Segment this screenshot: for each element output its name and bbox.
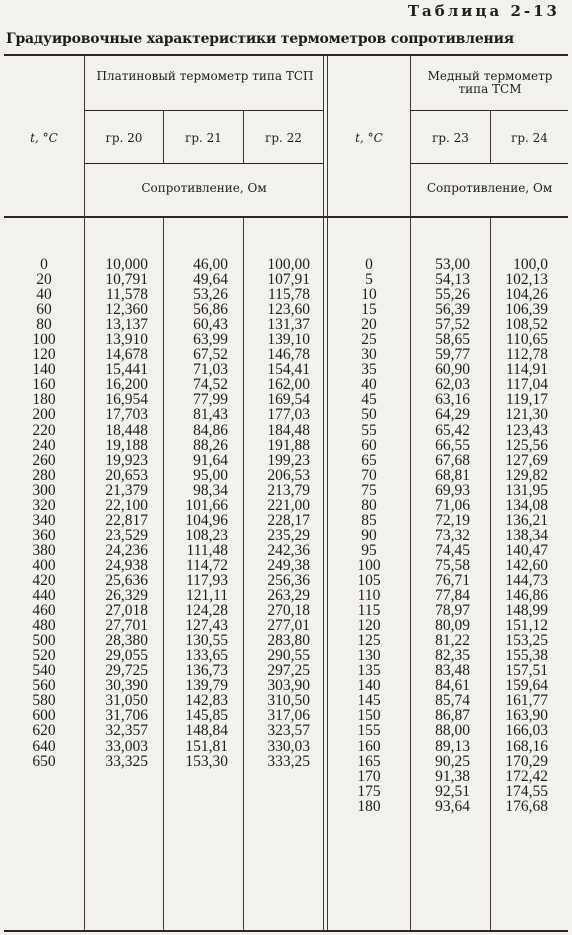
cell-t-copper-30: 150 (357, 707, 381, 725)
cell-gr23-18: 73,32 (435, 526, 470, 544)
cell-gr24-10: 121,30 (505, 406, 548, 424)
cell-gr24-33: 170,29 (505, 752, 548, 770)
cell-t-copper-29: 145 (357, 692, 381, 710)
cell-gr24-24: 151,12 (505, 617, 548, 635)
bottom-rule (4, 930, 568, 932)
cell-gr21-33: 153,30 (185, 752, 228, 770)
cell-t-copper-18: 90 (361, 526, 377, 544)
cell-gr21-1: 49,64 (193, 271, 228, 289)
cell-gr22-20: 249,38 (267, 556, 310, 574)
cell-gr21-22: 121,11 (185, 587, 228, 605)
cell-gr23-7: 60,90 (435, 361, 470, 379)
cell-gr23-30: 86,87 (435, 707, 470, 725)
cell-gr23-2: 55,26 (435, 286, 470, 304)
cell-gr22-22: 263,29 (267, 587, 310, 605)
cell-gr23-32: 89,13 (435, 737, 470, 755)
cell-gr23-36: 93,64 (435, 797, 470, 815)
cell-gr23-27: 83,48 (435, 662, 470, 680)
header-rule-group-left (84, 110, 324, 111)
cell-gr24-23: 148,99 (505, 602, 548, 620)
cell-gr24-1: 102,13 (505, 271, 548, 289)
cell-t-copper-9: 45 (361, 391, 377, 409)
cell-gr23-17: 72,19 (435, 511, 470, 529)
cell-gr24-15: 131,95 (505, 481, 548, 499)
cell-gr24-12: 125,56 (505, 436, 548, 454)
resistance-right-header: Сопротивление, Ом (426, 181, 553, 195)
cell-t-copper-10: 50 (361, 406, 377, 424)
column-t-copper (328, 257, 410, 814)
cell-t-copper-24: 120 (357, 617, 381, 635)
cell-gr21-11: 84,86 (193, 421, 228, 439)
cell-gr22-14: 206,53 (267, 466, 310, 484)
gr20-header: гр. 20 (105, 131, 143, 145)
cell-t-platinum-28: 560 (32, 677, 56, 695)
column-gr20 (90, 257, 148, 769)
cell-t-copper-25: 125 (357, 632, 381, 650)
cell-gr24-18: 138,34 (505, 526, 548, 544)
cell-gr23-15: 69,93 (435, 481, 470, 499)
cell-gr22-7: 154,41 (267, 361, 310, 379)
cell-gr21-29: 142,83 (185, 692, 228, 710)
cell-gr21-5: 63,99 (193, 331, 228, 349)
top-rule (4, 54, 568, 56)
t-left-header: t, °C (30, 131, 58, 145)
cell-gr22-30: 317,06 (267, 707, 310, 725)
cell-t-copper-3: 15 (361, 301, 377, 319)
cell-t-platinum-20: 400 (32, 556, 56, 574)
cell-t-platinum-32: 640 (32, 737, 56, 755)
cell-gr23-31: 88,00 (435, 722, 470, 740)
cell-gr23-29: 85,74 (435, 692, 470, 710)
cell-t-copper-1: 5 (365, 271, 373, 289)
cell-gr23-10: 64,29 (435, 406, 470, 424)
cell-gr21-25: 130,55 (185, 632, 228, 650)
cell-gr22-5: 139,10 (267, 331, 310, 349)
cell-gr20-23: 27,018 (105, 602, 148, 620)
cell-gr20-33: 33,325 (105, 752, 148, 770)
cell-t-platinum-7: 140 (32, 361, 56, 379)
cell-gr24-25: 153,25 (505, 632, 548, 650)
cell-gr23-25: 81,22 (435, 632, 470, 650)
cell-t-platinum-25: 500 (32, 632, 56, 650)
cell-gr22-11: 184,48 (267, 421, 310, 439)
cell-t-platinum-31: 620 (32, 722, 56, 740)
cell-gr21-30: 145,85 (185, 707, 228, 725)
cell-gr23-11: 65,42 (435, 421, 470, 439)
column-gr22 (250, 257, 310, 769)
cell-gr20-5: 13,910 (105, 331, 148, 349)
cell-gr21-3: 56,86 (193, 301, 228, 319)
cell-t-copper-0: 0 (365, 256, 373, 273)
cell-gr24-0: 100,0 (513, 256, 548, 273)
cell-gr24-32: 168,16 (505, 737, 548, 755)
cell-t-platinum-8: 160 (32, 376, 56, 394)
cell-gr24-5: 110,65 (505, 331, 548, 349)
cell-gr21-18: 108,23 (185, 526, 228, 544)
cell-gr24-31: 166,03 (505, 722, 548, 740)
cell-gr22-6: 146,78 (267, 346, 310, 364)
cell-gr21-7: 71,03 (193, 361, 228, 379)
cell-gr21-16: 101,66 (185, 496, 228, 514)
cell-gr20-26: 29,055 (105, 647, 148, 665)
cell-gr20-0: 10,000 (105, 256, 148, 273)
cell-gr24-3: 106,39 (505, 301, 548, 319)
cell-gr23-12: 66,55 (435, 436, 470, 454)
cell-gr22-23: 270,18 (267, 602, 310, 620)
cell-gr23-5: 58,65 (435, 331, 470, 349)
cell-t-platinum-1: 20 (36, 271, 52, 289)
cell-gr22-26: 290,55 (267, 647, 310, 665)
cell-gr21-28: 139,79 (185, 677, 228, 695)
cell-gr24-14: 129,82 (505, 466, 548, 484)
cell-t-platinum-0: 0 (40, 256, 48, 273)
cell-gr20-10: 17,703 (105, 406, 148, 424)
cell-t-platinum-24: 480 (32, 617, 56, 635)
cell-t-platinum-12: 240 (32, 436, 56, 454)
cell-t-copper-23: 115 (357, 602, 381, 620)
column-gr21 (170, 257, 228, 769)
gr24-header: гр. 24 (511, 131, 548, 145)
copper-group-header: Медный термометр типа ТСМ (427, 69, 553, 96)
cell-gr23-14: 68,81 (435, 466, 470, 484)
cell-gr20-16: 22,100 (105, 496, 148, 514)
cell-gr24-7: 114,91 (505, 361, 548, 379)
cell-t-copper-17: 85 (361, 511, 377, 529)
cell-gr21-21: 117,93 (185, 571, 228, 589)
cell-gr20-14: 20,653 (105, 466, 148, 484)
header-bottom-rule (4, 216, 568, 218)
cell-t-platinum-19: 380 (32, 541, 56, 559)
cell-gr21-10: 81,43 (193, 406, 228, 424)
cell-gr23-34: 91,38 (435, 767, 470, 785)
cell-gr23-8: 62,03 (435, 376, 470, 394)
cell-gr24-2: 104,26 (505, 286, 548, 304)
cell-t-copper-6: 30 (361, 346, 377, 364)
t-right-header: t, °C (355, 131, 383, 145)
cell-gr20-13: 19,923 (105, 451, 148, 469)
cell-gr23-24: 80,09 (435, 617, 470, 635)
cell-gr22-33: 333,25 (267, 752, 310, 770)
cell-gr24-6: 112,78 (505, 346, 548, 364)
cell-t-platinum-4: 80 (36, 316, 52, 334)
cell-gr23-22: 77,84 (435, 587, 470, 605)
cell-gr21-2: 53,26 (193, 286, 228, 304)
cell-gr20-1: 10,791 (105, 271, 148, 289)
cell-t-copper-4: 20 (361, 316, 377, 334)
cell-gr24-34: 172,42 (505, 767, 548, 785)
cell-t-copper-22: 110 (357, 587, 381, 605)
cell-gr20-11: 18,448 (105, 421, 148, 439)
header-rule-groups-left (84, 163, 324, 164)
cell-t-platinum-33: 650 (32, 752, 56, 770)
cell-gr24-21: 144,73 (505, 571, 548, 589)
cell-gr24-17: 136,21 (505, 511, 548, 529)
cell-t-copper-20: 100 (357, 556, 381, 574)
cell-t-platinum-23: 460 (32, 602, 56, 620)
cell-gr24-16: 134,08 (505, 496, 548, 514)
cell-gr22-12: 191,88 (267, 436, 310, 454)
cell-gr23-4: 57,52 (435, 316, 470, 334)
platinum-group-header: Платиновый термометр типа ТСП (96, 69, 314, 83)
cell-gr24-35: 174,55 (505, 782, 548, 800)
cell-t-copper-28: 140 (357, 677, 381, 695)
cell-gr23-9: 63,16 (435, 391, 470, 409)
cell-t-platinum-13: 260 (32, 451, 56, 469)
cell-gr24-27: 157,51 (505, 662, 548, 680)
cell-gr22-18: 235,29 (267, 526, 310, 544)
cell-t-copper-27: 135 (357, 662, 381, 680)
cell-gr21-24: 127,43 (185, 617, 228, 635)
cell-gr22-10: 177,03 (267, 406, 310, 424)
cell-t-platinum-14: 280 (32, 466, 56, 484)
cell-t-copper-2: 10 (361, 286, 377, 304)
cell-t-platinum-3: 60 (36, 301, 52, 319)
cell-gr20-4: 13,137 (105, 316, 148, 334)
gr22-header: гр. 22 (265, 131, 302, 145)
cell-gr23-19: 74,45 (435, 541, 470, 559)
cell-gr24-8: 117,04 (505, 376, 548, 394)
cell-gr22-29: 310,50 (267, 692, 310, 710)
cell-gr24-20: 142,60 (505, 556, 548, 574)
cell-gr22-25: 283,80 (267, 632, 310, 650)
cell-gr24-4: 108,52 (505, 316, 548, 334)
cell-gr21-0: 46,00 (193, 256, 228, 273)
cell-t-copper-14: 70 (361, 466, 377, 484)
cell-gr21-14: 95,00 (193, 466, 228, 484)
cell-gr22-8: 162,00 (267, 376, 310, 394)
cell-t-copper-13: 65 (361, 451, 377, 469)
cell-t-copper-31: 155 (357, 722, 381, 740)
cell-gr22-27: 297,25 (267, 662, 310, 680)
cell-t-copper-11: 55 (361, 421, 377, 439)
divider-gr21-gr22-body (243, 218, 244, 930)
cell-t-platinum-22: 440 (32, 587, 56, 605)
cell-gr21-8: 74,52 (193, 376, 228, 394)
cell-t-copper-34: 170 (357, 767, 381, 785)
cell-t-copper-35: 175 (357, 782, 381, 800)
cell-gr20-20: 24,938 (105, 556, 148, 574)
cell-gr23-33: 90,25 (435, 752, 470, 770)
cell-gr24-30: 163,90 (505, 707, 548, 725)
cell-gr22-19: 242,36 (267, 541, 310, 559)
cell-gr21-32: 151,81 (185, 737, 228, 755)
cell-gr20-12: 19,188 (105, 436, 148, 454)
cell-gr21-23: 124,28 (185, 602, 228, 620)
cell-gr24-9: 119,17 (505, 391, 548, 409)
cell-gr21-4: 60,43 (193, 316, 228, 334)
cell-t-platinum-18: 360 (32, 526, 56, 544)
cell-gr22-13: 199,23 (267, 451, 310, 469)
cell-t-platinum-10: 200 (32, 406, 56, 424)
cell-gr20-25: 28,380 (105, 632, 148, 650)
cell-gr22-2: 115,78 (267, 286, 310, 304)
cell-t-platinum-21: 420 (32, 571, 56, 589)
cell-gr23-3: 56,39 (435, 301, 470, 319)
cell-gr20-17: 22,817 (105, 511, 148, 529)
cell-gr21-12: 88,26 (193, 436, 228, 454)
cell-t-platinum-30: 600 (32, 707, 56, 725)
cell-t-platinum-2: 40 (36, 286, 52, 304)
cell-t-platinum-5: 100 (32, 331, 56, 349)
cell-gr21-6: 67,52 (193, 346, 228, 364)
cell-gr20-21: 25,636 (105, 571, 148, 589)
cell-gr20-2: 11,578 (105, 286, 148, 304)
cell-gr20-18: 23,529 (105, 526, 148, 544)
cell-t-platinum-27: 540 (32, 662, 56, 680)
cell-gr24-26: 155,38 (505, 647, 548, 665)
cell-t-copper-26: 130 (357, 647, 381, 665)
cell-gr20-3: 12,360 (105, 301, 148, 319)
cell-gr22-24: 277,01 (267, 617, 310, 635)
cell-t-platinum-11: 220 (32, 421, 56, 439)
cell-gr21-27: 136,73 (185, 662, 228, 680)
cell-gr20-24: 27,701 (105, 617, 148, 635)
cell-gr22-16: 221,00 (267, 496, 310, 514)
cell-t-copper-36: 180 (357, 797, 381, 815)
cell-gr20-7: 15,441 (105, 361, 148, 379)
cell-gr22-21: 256,36 (267, 571, 310, 589)
cell-gr21-17: 104,96 (185, 511, 228, 529)
cell-gr20-19: 24,236 (105, 541, 148, 559)
cell-gr24-29: 161,77 (505, 692, 548, 710)
cell-gr22-3: 123,60 (267, 301, 310, 319)
cell-gr22-31: 323,57 (267, 722, 310, 740)
divider-gr20-gr21-body (163, 218, 164, 930)
cell-t-copper-21: 105 (357, 571, 381, 589)
cell-gr23-35: 92,51 (435, 782, 470, 800)
cell-t-platinum-16: 320 (32, 496, 56, 514)
cell-t-platinum-26: 520 (32, 647, 56, 665)
cell-gr21-19: 111,48 (186, 541, 228, 559)
cell-gr22-28: 303,90 (267, 677, 310, 695)
cell-gr24-13: 127,69 (505, 451, 548, 469)
table-number: Таблица 2-13 (407, 2, 560, 20)
gr21-header: гр. 21 (185, 131, 222, 145)
cell-t-platinum-17: 340 (32, 511, 56, 529)
cell-gr23-23: 78,97 (435, 602, 470, 620)
cell-gr21-31: 148,84 (185, 722, 228, 740)
column-gr23 (415, 257, 470, 814)
cell-gr23-21: 76,71 (435, 571, 470, 589)
header-rule-group-right (410, 110, 568, 111)
cell-gr24-19: 140,47 (505, 541, 548, 559)
cell-gr20-8: 16,200 (105, 376, 148, 394)
cell-t-copper-7: 35 (361, 361, 377, 379)
cell-t-platinum-9: 180 (32, 391, 56, 409)
cell-gr20-6: 14,678 (105, 346, 148, 364)
cell-gr24-36: 176,68 (505, 797, 548, 815)
table-title: Градуировочные характеристики термометров сопротивления (6, 31, 514, 47)
cell-gr22-1: 107,91 (267, 271, 310, 289)
cell-gr22-17: 228,17 (267, 511, 310, 529)
cell-gr23-0: 53,00 (435, 256, 470, 273)
column-gr24 (490, 257, 548, 814)
cell-gr21-13: 91,64 (193, 451, 228, 469)
column-t-platinum (4, 257, 84, 769)
cell-gr23-28: 84,61 (435, 677, 470, 695)
cell-t-copper-33: 165 (357, 752, 381, 770)
cell-gr20-27: 29,725 (105, 662, 148, 680)
cell-gr23-20: 75,58 (435, 556, 470, 574)
cell-gr23-13: 67,68 (435, 451, 470, 469)
cell-gr21-9: 77,99 (193, 391, 228, 409)
cell-gr24-22: 146,86 (505, 587, 548, 605)
cell-t-copper-19: 95 (361, 541, 377, 559)
cell-t-copper-5: 25 (361, 331, 377, 349)
cell-t-copper-12: 60 (361, 436, 377, 454)
cell-t-copper-16: 80 (361, 496, 377, 514)
header-rule-groups-right (410, 163, 568, 164)
cell-gr20-22: 26,329 (105, 587, 148, 605)
gr23-header: гр. 23 (432, 131, 469, 145)
cell-t-copper-15: 75 (361, 481, 377, 499)
cell-gr23-26: 82,35 (435, 647, 470, 665)
cell-gr24-28: 159,64 (505, 677, 548, 695)
cell-gr20-29: 31,050 (105, 692, 148, 710)
cell-gr20-31: 32,357 (105, 722, 148, 740)
cell-gr21-15: 98,34 (193, 481, 228, 499)
cell-t-copper-8: 40 (361, 376, 377, 394)
cell-gr21-20: 114,72 (185, 556, 228, 574)
cell-t-platinum-15: 300 (32, 481, 56, 499)
cell-gr22-32: 330,03 (267, 737, 310, 755)
double-divider-a (323, 56, 324, 930)
cell-gr23-6: 59,77 (435, 346, 470, 364)
cell-gr20-30: 31,706 (105, 707, 148, 725)
cell-gr23-16: 71,06 (435, 496, 470, 514)
cell-gr20-32: 33,003 (105, 737, 148, 755)
cell-gr22-4: 131,37 (267, 316, 310, 334)
resistance-left-header: Сопротивление, Ом (141, 181, 267, 195)
cell-gr23-1: 54,13 (435, 271, 470, 289)
cell-t-copper-32: 160 (357, 737, 381, 755)
cell-t-platinum-6: 120 (32, 346, 56, 364)
cell-gr22-9: 169,54 (267, 391, 310, 409)
cell-gr24-11: 123,43 (505, 421, 548, 439)
cell-gr22-0: 100,00 (267, 256, 310, 273)
cell-gr20-28: 30,390 (105, 677, 148, 695)
cell-gr21-26: 133,65 (185, 647, 228, 665)
cell-gr20-9: 16,954 (105, 391, 148, 409)
cell-gr22-15: 213,79 (267, 481, 310, 499)
cell-gr20-15: 21,379 (105, 481, 148, 499)
cell-t-platinum-29: 580 (32, 692, 56, 710)
